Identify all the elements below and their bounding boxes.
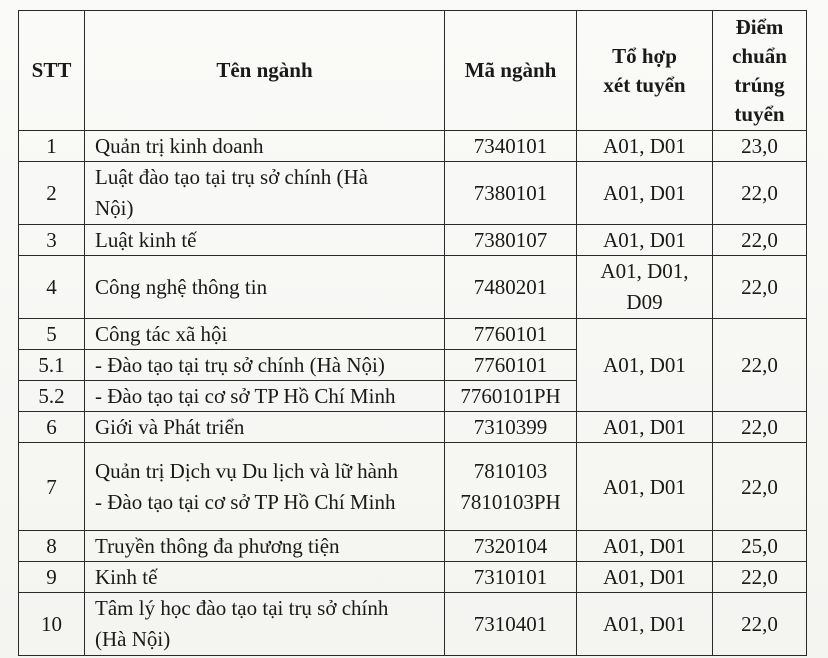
cell-stt: 3 (19, 225, 85, 256)
cell-ten-nganh: Công tác xã hội (85, 319, 445, 350)
header-diem (713, 11, 807, 131)
cell-stt: 6 (19, 412, 85, 443)
cell-ma-nganh (445, 443, 577, 531)
cell-ma-nganh: 7310399 (445, 412, 577, 443)
cell-ma-nganh: 7310401 (445, 593, 577, 656)
cell-stt: 10 (19, 593, 85, 656)
cell-stt: 4 (19, 256, 85, 319)
table-row (19, 225, 807, 256)
table-row (19, 562, 807, 593)
cell-stt: 5 (19, 319, 85, 350)
cell-to-hop: A01, D01 (577, 412, 713, 443)
cell-ten-line1: Quản trị Dịch vụ Du lịch và lữ hành (95, 458, 398, 483)
cell-stt: 7 (19, 443, 85, 531)
cell-ma-nganh: 7310101 (445, 562, 577, 593)
table-row (19, 131, 807, 162)
cell-ma-nganh: 7320104 (445, 531, 577, 562)
header-diem-line2: chuẩn (732, 43, 787, 68)
cell-to-hop: A01, D01 (577, 562, 713, 593)
cell-to-hop: A01, D01 (577, 593, 713, 656)
cell-ten-nganh: Công nghệ thông tin (85, 256, 445, 319)
cell-stt: 5.1 (19, 350, 85, 381)
cell-ten-nganh: - Đào tạo tại cơ sở TP Hồ Chí Minh (85, 381, 445, 412)
cell-diem: 22,0 (713, 225, 807, 256)
cell-ten-line1: Luật đào tạo tại trụ sở chính (Hà (95, 165, 368, 189)
cell-ten-nganh: Luật kinh tế (85, 225, 445, 256)
cell-to-hop (577, 256, 713, 319)
cell-ma-nganh: 7380107 (445, 225, 577, 256)
cell-ten-line1: Tâm lý học đào tạo tại trụ sở chính (95, 596, 389, 620)
cell-to-hop: A01, D01 (577, 443, 713, 531)
cell-stt: 1 (19, 131, 85, 162)
header-diem-line1: Điểm (735, 14, 784, 39)
header-to-hop-line1: Tổ hợp (612, 43, 677, 68)
cell-diem: 22,0 (713, 412, 807, 443)
table-row (19, 256, 807, 319)
cell-ten-line2: Nội) (95, 196, 134, 220)
cell-ten-nganh: Giới và Phát triển (85, 412, 445, 443)
cell-ma-nganh: 7380101 (445, 162, 577, 225)
cell-ten-line2: - Đào tạo tại cơ sở TP Hồ Chí Minh (95, 489, 396, 514)
cell-ma-nganh: 7480201 (445, 256, 577, 319)
header-ma-nganh: Mã ngành (445, 11, 577, 131)
cell-to-hop: A01, D01 (577, 131, 713, 162)
cell-ten-line2: (Hà Nội) (95, 627, 171, 651)
cell-to-hop: A01, D01 (577, 319, 713, 412)
cell-ten-nganh: Kinh tế (85, 562, 445, 593)
header-to-hop-line2: xét tuyển (603, 72, 686, 97)
cell-ma-nganh: 7340101 (445, 131, 577, 162)
cell-ten-nganh (85, 162, 445, 225)
cell-diem: 22,0 (713, 162, 807, 225)
header-diem-line3: trúng (734, 72, 785, 97)
header-stt: STT (19, 11, 85, 131)
cell-diem: 23,0 (713, 131, 807, 162)
cell-ma-line1: 7810103 (473, 458, 548, 483)
cell-diem: 22,0 (713, 443, 807, 531)
table-row (19, 319, 807, 350)
cell-diem: 22,0 (713, 256, 807, 319)
cell-stt: 2 (19, 162, 85, 225)
header-diem-line4: tuyển (734, 101, 785, 126)
header-ten-nganh: Tên ngành (85, 11, 445, 131)
cell-diem: 22,0 (713, 319, 807, 412)
table-row (19, 412, 807, 443)
header-row (19, 11, 807, 131)
cell-to-hop-line1: A01, D01, (600, 259, 689, 283)
table-row (19, 443, 807, 531)
cell-to-hop: A01, D01 (577, 162, 713, 225)
cell-ma-nganh: 7760101 (445, 350, 577, 381)
cell-to-hop-line2: D09 (626, 290, 663, 314)
cell-ten-nganh (85, 443, 445, 531)
cell-diem: 25,0 (713, 531, 807, 562)
cell-to-hop: A01, D01 (577, 225, 713, 256)
cell-ma-nganh: 7760101 (445, 319, 577, 350)
table-row (19, 531, 807, 562)
cell-ma-nganh: 7760101PH (445, 381, 577, 412)
cell-ten-nganh: Quản trị kinh doanh (85, 131, 445, 162)
table-row (19, 593, 807, 656)
cell-stt: 5.2 (19, 381, 85, 412)
table-row (19, 162, 807, 225)
cell-ten-nganh: - Đào tạo tại trụ sở chính (Hà Nội) (85, 350, 445, 381)
header-to-hop (577, 11, 713, 131)
cell-diem: 22,0 (713, 562, 807, 593)
admission-score-table (18, 10, 807, 656)
cell-ten-nganh (85, 593, 445, 656)
cell-stt: 8 (19, 531, 85, 562)
cell-stt: 9 (19, 562, 85, 593)
cell-ten-nganh: Truyền thông đa phương tiện (85, 531, 445, 562)
cell-ma-line2: 7810103PH (460, 489, 561, 514)
cell-diem: 22,0 (713, 593, 807, 656)
cell-to-hop: A01, D01 (577, 531, 713, 562)
